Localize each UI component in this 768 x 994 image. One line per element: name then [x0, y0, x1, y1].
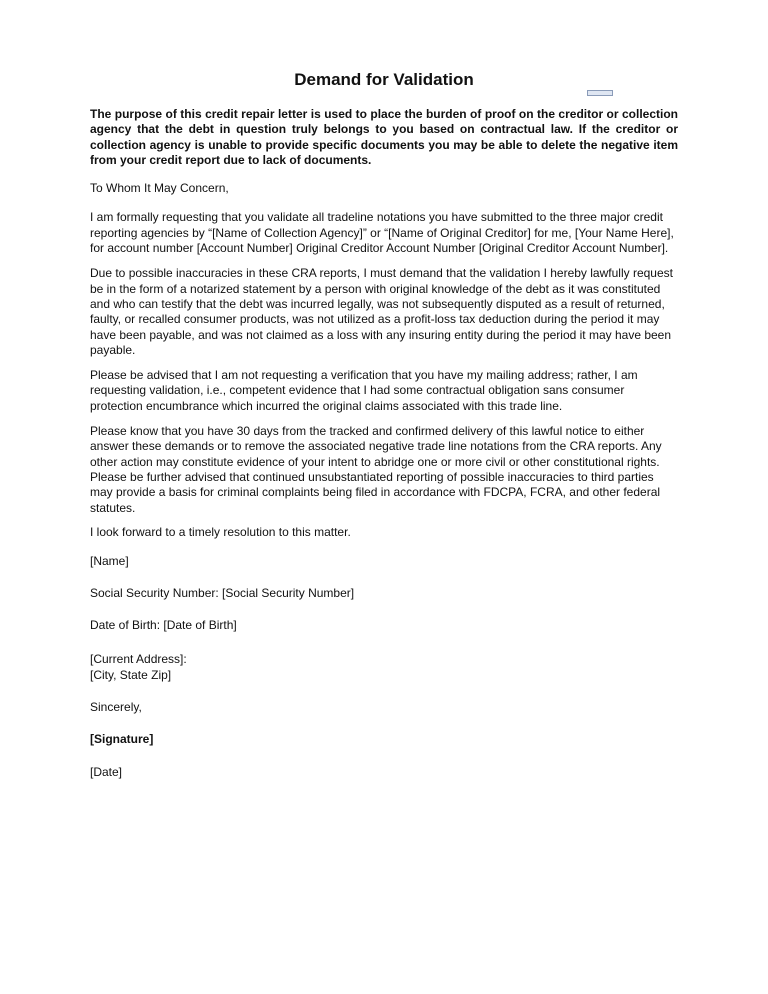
address-line-city: [City, State Zip] [90, 667, 172, 682]
document-title: Demand for Validation [294, 70, 474, 89]
body-paragraph-inaccuracies: Due to possible inaccuracies in these CRA reports, I must demand that the validation I hereby lawfully request be in the form of a notarized statement by a person with original knowledge of the debt as it was constituted and who can testify that the debt was incurred legally, was not subsequently disputed as a result of returned, faulty, or recalled consumer products, was not utilized as a profit-loss tax deduction during the period it may have been payable, and was not claimed as a loss with any insuring entity during the period it may have been payable. [90, 266, 673, 358]
dob-field: Date of Birth: [Date of Birth] [90, 618, 237, 633]
ssn-field: Social Security Number: [Social Security Number] [90, 585, 355, 600]
address-line-current: [Current Address]: [90, 651, 187, 666]
body-paragraph-verification: Please be advised that I am not requesting a verification that you have my mailing address; rather, I am requesting validation, i.e., competent evidence that I had some contractual obligation sans consumer protection encumbrance which incurred the original claims associated with this trade line. [90, 367, 638, 413]
letter-page [90, 68, 678, 797]
date-field: [Date] [90, 764, 123, 779]
address-block [90, 651, 678, 683]
name-field: [Name] [90, 553, 129, 568]
signature-placeholder: [Signature] [90, 732, 154, 747]
intro-paragraph: The purpose of this credit repair letter is used to place the burden of proof on the creditor or collection agency that the debt in question truly belongs to you based on contractual law. If the creditor or collection agency is unable to provide specific documents you may be able to delete the negative item from your credit report due to lack of documents. [90, 107, 678, 168]
salutation: To Whom It May Concern, [90, 180, 229, 195]
body-paragraph-closing-remark: I look forward to a timely resolution to this matter. [90, 525, 351, 540]
body-paragraph-deadline: Please know that you have 30 days from the tracked and confirmed delivery of this lawful notice to either answer these demands or to remove the associated negative trade line notations from the CRA reports. Any other action may constitute evidence of your intent to abridge one or more civil or other constitutional rights. Please be further advised that continued unsubstantiated reporting of possible inaccuracies to third parties may provide a basis for criminal complaints being filed in accordance with FDCPA, FCRA, and other federal statutes. [90, 423, 662, 515]
closing: Sincerely, [90, 699, 142, 714]
body-paragraph-request: I am formally requesting that you validate all tradeline notations you have submitted to the three major credit reporting agencies by “[Name of Collection Agency]” or “[Name of Original Creditor] for me, [Your Name Here], for account number [Account Number] Original Creditor Account Number [Original Creditor Account Number]. [90, 210, 674, 256]
